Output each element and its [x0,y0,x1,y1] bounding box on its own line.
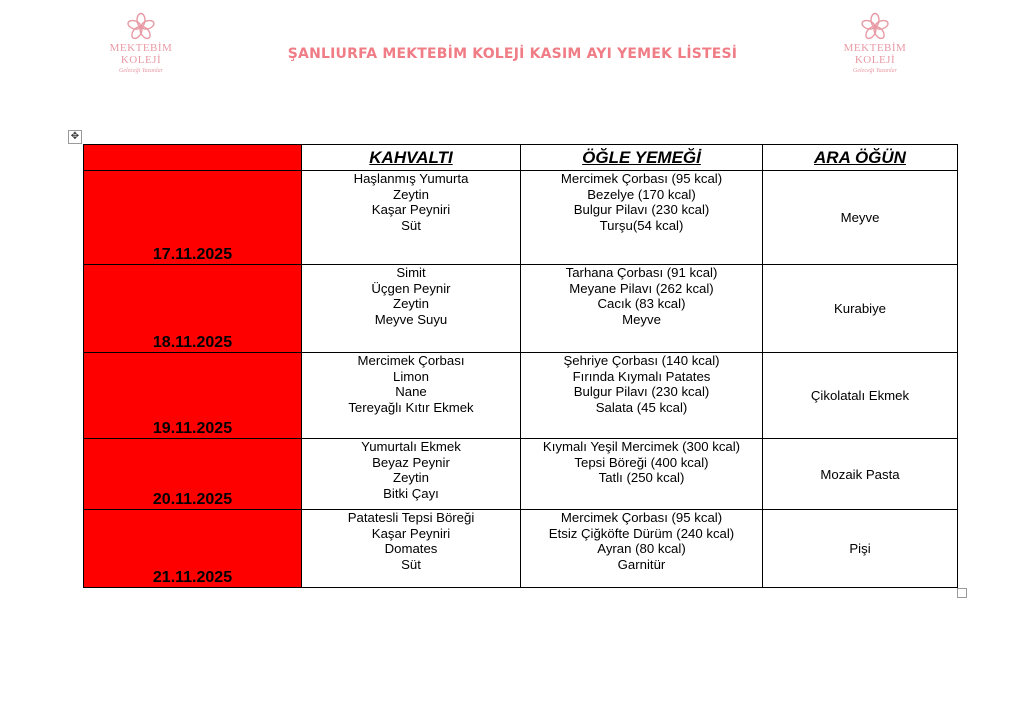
snack-cell: Meyve [763,171,958,265]
logo-line-1: MEKTEBİM [843,42,907,54]
breakfast-cell [302,510,521,588]
snack-cell: Pişi [763,510,958,588]
menu-item: Şehriye Çorbası (140 kcal) [563,353,720,368]
menu-item: Simit [396,265,426,280]
breakfast-cell [302,171,521,265]
date-cell: 19.11.2025 [84,353,302,439]
menu-item: Fırında Kıymalı Patates [572,368,711,384]
menu-item: Meyve Suyu [374,311,448,327]
logo-line-2: KOLEJİ [854,54,896,66]
snack-cell: Çikolatalı Ekmek [763,353,958,439]
menu-item: Zeytin [393,186,429,202]
menu-item: Bulgur Pilavı (230 kcal) [573,384,710,400]
menu-item: Beyaz Peynir [372,454,450,470]
snack-cell: Mozaik Pasta [763,439,958,510]
menu-item: Nane [395,384,427,400]
school-logo-left [96,12,186,75]
menu-item: Kaşar Peyniri [371,525,451,541]
menu-item: Garnitür [617,556,666,572]
header-breakfast: KAHVALTI [302,145,521,171]
menu-item: Kıymalı Yeşil Mercimek (300 kcal) [542,439,741,454]
flower-emblem-icon [126,12,156,42]
breakfast-cell [302,265,521,353]
menu-item: Mercimek Çorbası [357,353,465,368]
logo-tagline: Geleceği Yazanlar [853,68,897,74]
lunch-cell [521,510,763,588]
menu-item: Üçgen Peynir [371,280,451,296]
table-resize-handle[interactable] [957,588,967,598]
header-corner-cell [84,145,302,171]
menu-item: Mercimek Çorbası (95 kcal) [560,171,723,186]
menu-item: Salata (45 kcal) [595,399,688,415]
logo-line-1: MEKTEBİM [109,42,173,54]
lunch-cell [521,439,763,510]
menu-item: Cacık (83 kcal) [597,296,686,312]
meal-menu-table [83,144,958,588]
date-cell: 20.11.2025 [84,439,302,510]
menu-item: Bitki Çayı [383,485,439,501]
menu-item: Tepsi Böreği (400 kcal) [574,454,709,470]
lunch-cell [521,353,763,439]
menu-item: Ayran (80 kcal) [597,541,686,557]
menu-item: Tarhana Çorbası (91 kcal) [565,265,718,280]
school-logo-right [830,12,920,75]
menu-item: Zeytin [393,296,429,312]
table-row [84,510,958,588]
menu-item: Zeytin [393,470,429,486]
menu-item: Süt [401,556,421,572]
header-snack: ARA ÖĞÜN [763,145,958,171]
menu-item: Haşlanmış Yumurta [353,171,469,186]
menu-item: Meyane Pilavı (262 kcal) [569,280,714,296]
menu-item: Patatesli Tepsi Böreği [347,510,475,525]
table-row [84,171,958,265]
menu-item: Bezelye (170 kcal) [587,186,696,202]
menu-item: Domates [384,541,438,557]
table-row [84,439,958,510]
page-title: ŞANLIURFA MEKTEBİM KOLEJİ KASIM AYI YEMEK LİSTESİ [287,46,738,62]
header-lunch: ÖĞLE YEMEĞİ [521,145,763,171]
menu-item: Yumurtalı Ekmek [361,439,461,454]
date-cell: 17.11.2025 [84,171,302,265]
date-cell: 21.11.2025 [84,510,302,588]
snack-cell: Kurabiye [763,265,958,353]
table-row [84,265,958,353]
date-cell: 18.11.2025 [84,265,302,353]
menu-item: Limon [393,368,429,384]
menu-item: Tereyağlı Kıtır Ekmek [348,399,474,415]
logo-tagline: Geleceği Yazanlar [119,68,163,74]
menu-item: Tatlı (250 kcal) [598,470,685,486]
breakfast-cell [302,439,521,510]
lunch-cell [521,171,763,265]
menu-item: Kaşar Peyniri [371,202,451,218]
menu-item: Süt [401,217,421,233]
menu-item: Bulgur Pilavı (230 kcal) [573,202,710,218]
table-row [84,353,958,439]
table-header-row [84,145,958,171]
breakfast-cell [302,353,521,439]
menu-item: Etsiz Çiğköfte Dürüm (240 kcal) [548,525,735,541]
flower-emblem-icon [860,12,890,42]
table-move-handle-icon[interactable]: ✥ [68,130,82,144]
logo-line-2: KOLEJİ [120,54,162,66]
menu-item: Turşu(54 kcal) [599,217,684,233]
lunch-cell [521,265,763,353]
menu-item: Meyve [622,311,661,327]
menu-item: Mercimek Çorbası (95 kcal) [560,510,723,525]
